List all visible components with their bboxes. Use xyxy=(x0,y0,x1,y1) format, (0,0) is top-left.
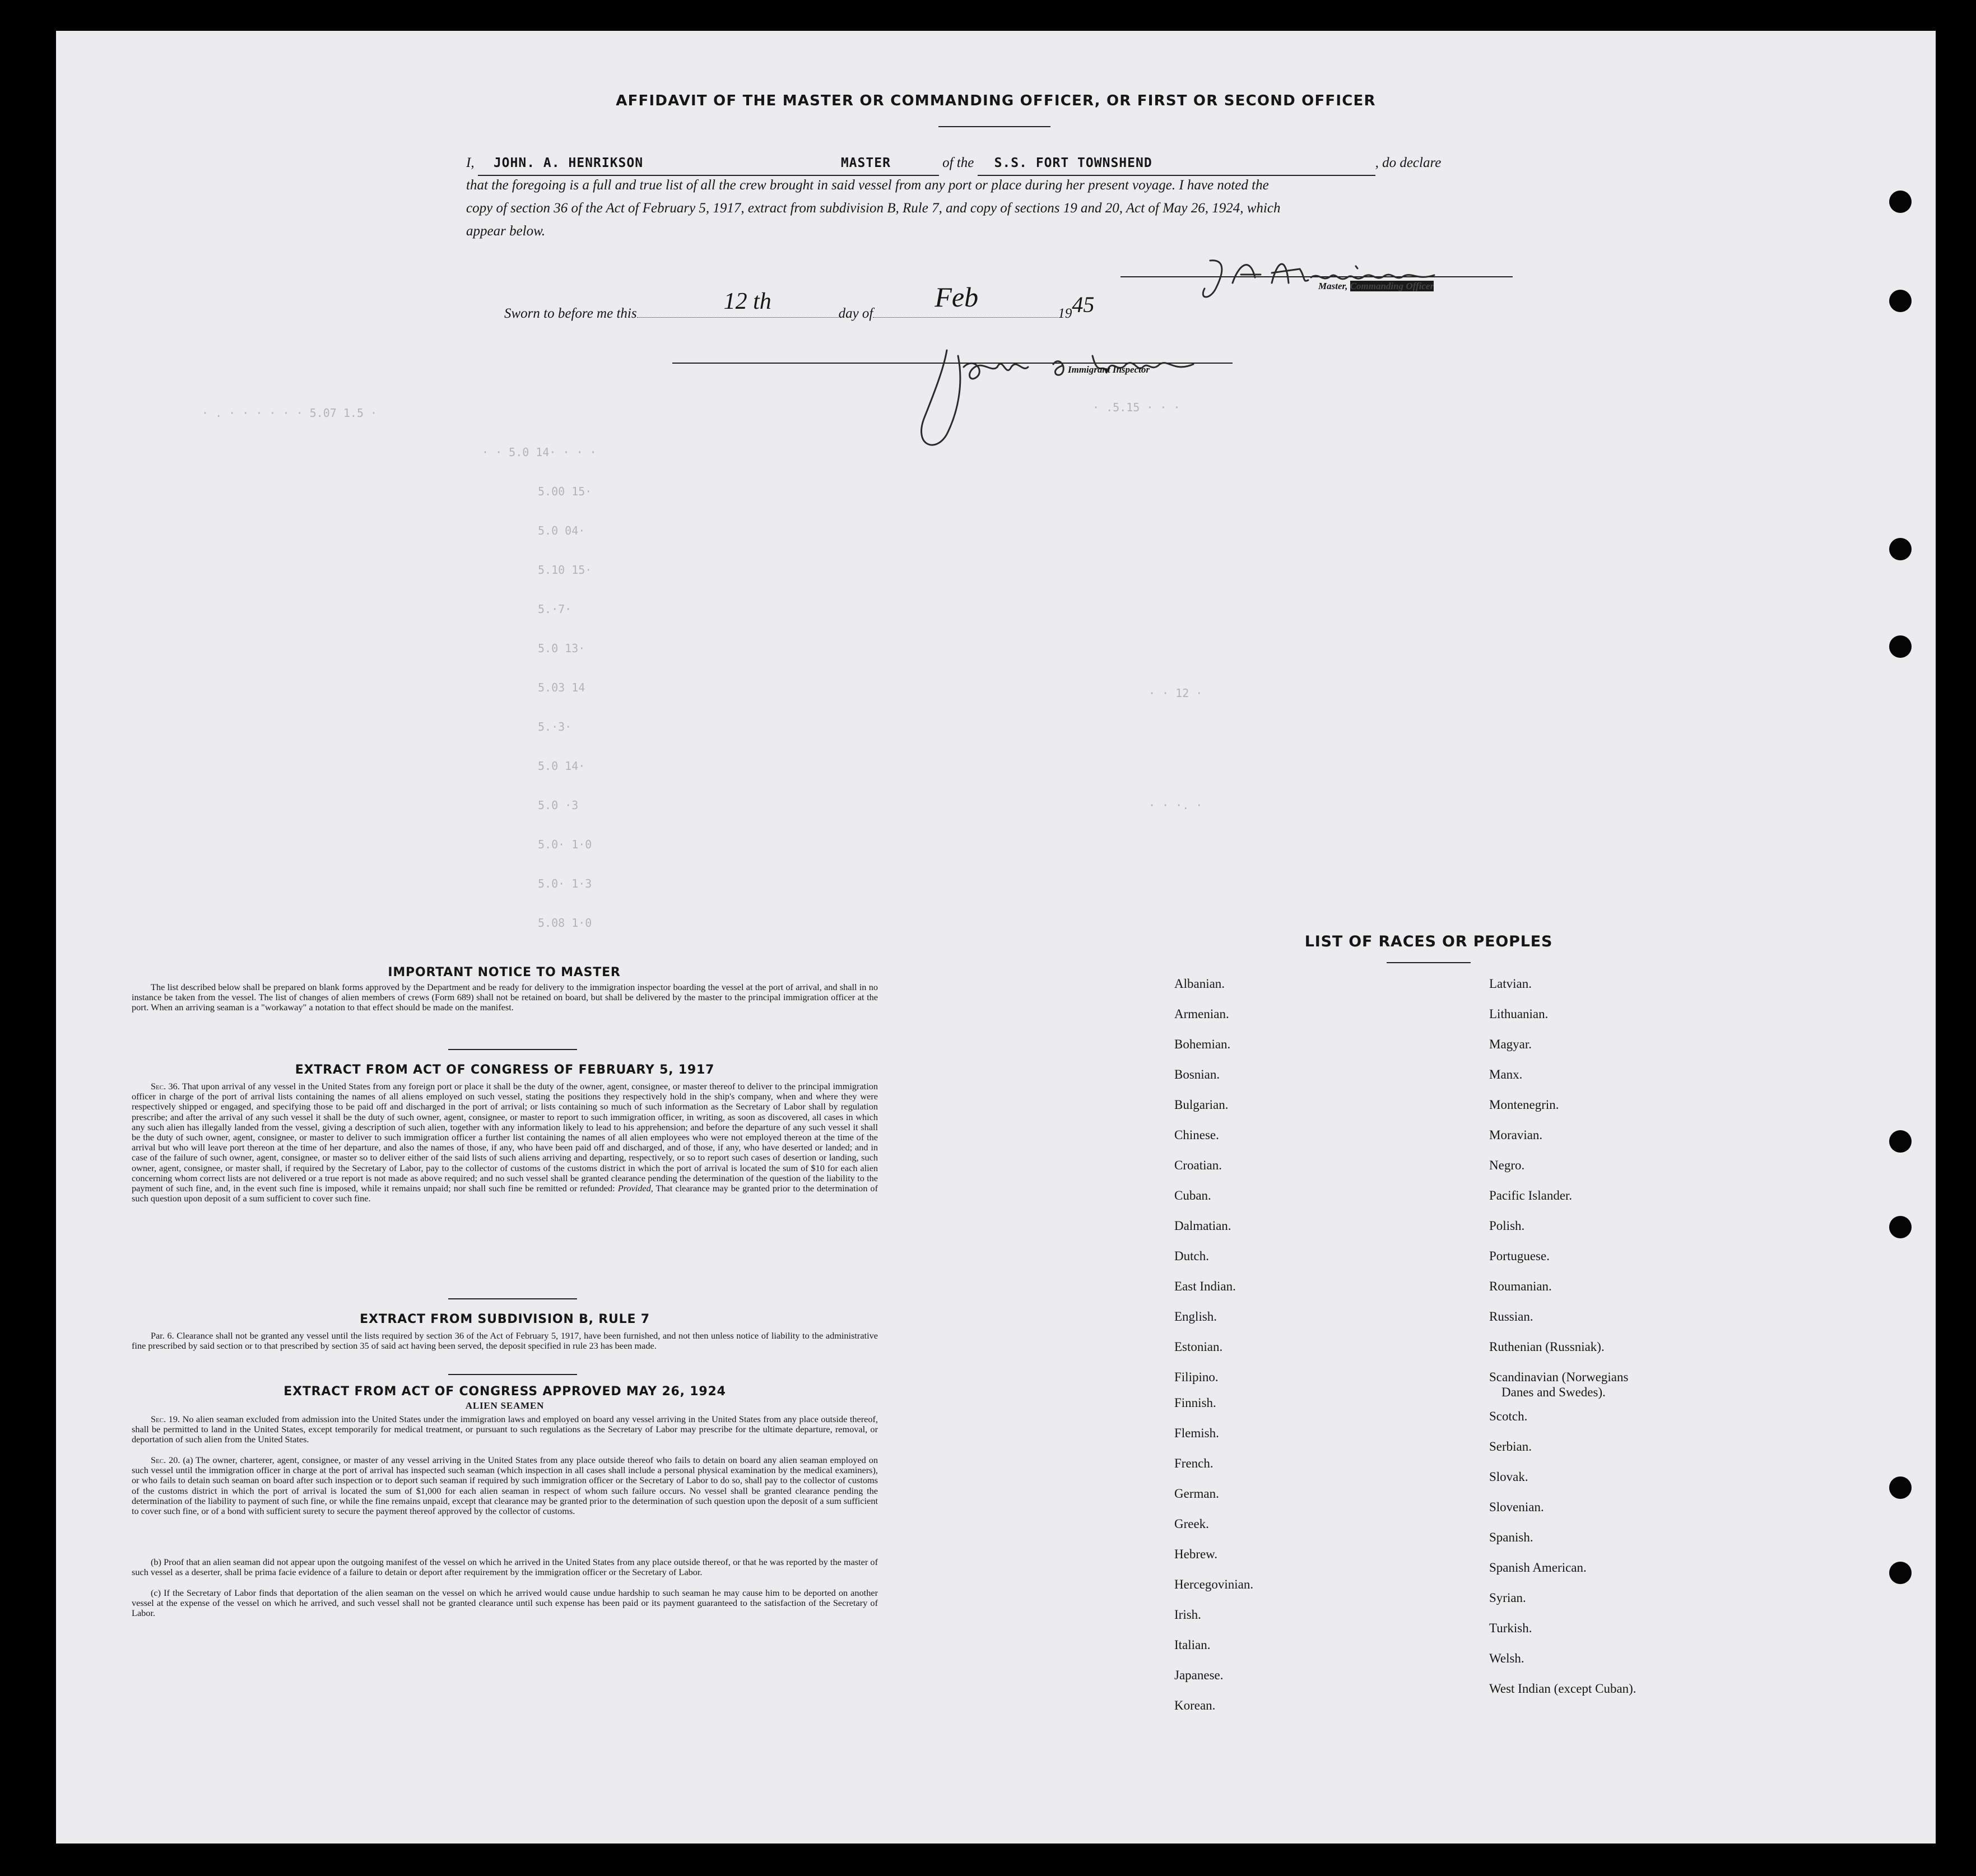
race-item: French. xyxy=(1174,1456,1214,1470)
master-signature xyxy=(1188,244,1501,305)
race-item: Spanish. xyxy=(1489,1530,1533,1544)
master-name-field: JOHN. A. HENRIKSON xyxy=(478,152,841,176)
extract-1917-title: EXTRACT FROM ACT OF CONGRESS OF FEBRUARY 5, 1917 xyxy=(295,1063,715,1077)
race-item: Italian. xyxy=(1174,1638,1211,1652)
heading-divider xyxy=(938,126,1050,127)
sec-20-label: Sec. 20. xyxy=(151,1455,180,1465)
race-item: East Indian. xyxy=(1174,1279,1236,1293)
race-item: Filipino. xyxy=(1174,1370,1219,1384)
race-item: Greek. xyxy=(1174,1517,1209,1531)
race-item: Russian. xyxy=(1489,1310,1533,1324)
form-heading: AFFIDAVIT OF THE MASTER OR COMMANDING OFFICER, OR FIRST OR SECOND OFFICER xyxy=(616,92,1376,109)
rule-7-divider xyxy=(448,1374,577,1375)
binder-hole xyxy=(1889,1476,1912,1499)
race-item: Polish. xyxy=(1489,1219,1525,1233)
race-item: Albanian. xyxy=(1174,977,1225,991)
race-item: Ruthenian (Russniak). xyxy=(1489,1340,1605,1354)
commanding-officer-struck: Commanding Officer xyxy=(1350,281,1434,291)
race-item: Slovenian. xyxy=(1489,1500,1544,1514)
binder-hole xyxy=(1889,191,1912,213)
extract-1917-divider xyxy=(448,1298,577,1299)
races-divider xyxy=(1387,962,1471,963)
binder-hole xyxy=(1889,538,1912,560)
proviso-label: Provided, xyxy=(617,1183,653,1194)
sworn-day-field xyxy=(637,289,839,318)
inspector-signature xyxy=(913,333,1249,462)
declaration-line-3: copy of section 36 of the Act of February 5, 1917, extract from subdivision B, Rule 7, and copy of sections 19 and 20, Act of May 26, 1924, which xyxy=(466,201,1281,216)
race-item: Irish. xyxy=(1174,1608,1201,1622)
sec-19-text: No alien seaman excluded from admission into the United States under the immigration laws and employed on board any vessel arriving in the United States from any place outside thereof, shall be permitted to land in the United States, except temporarily for medical treatment, or pursuant to such regulations as the Secretary of Labor may prescribe for the ultimate departure, removal, or deportation of such alien from the United States. xyxy=(132,1414,878,1445)
sec-20b-body: (b) Proof that an alien seaman did not appear upon the outgoing manifest of the vessel on which he arrived in the United States from any place outside thereof, or that he was reported by the master of such vessel as a deserter, shall be prima facie evidence of a failure to detain or deport after requirement by the immigration officer or the Secretary of Labor. xyxy=(132,1557,878,1578)
master-caption-text: Master, xyxy=(1318,281,1348,291)
notice-body: The list described below shall be prepared on blank forms approved by the Department and be ready for delivery to the immigration inspector boarding the vessel at the port of arrival, and shall in no instance be taken from the vessel. The list of changes of alien members of crews (Form 689) shall not be retained on board, but shall be delivered by the master to the principal immigration officer at the port. When an arriving seaman is a "workaway" a notation to that effect should be made on the manifest. xyxy=(132,982,878,1013)
sec-36-text: That upon arrival of any vessel in the United States from any foreign port or place it shall be the duty of the owner, agent, consignee, or master thereof to deliver to the principal immigration officer in charge of the port of arrival lists containing the names of all aliens employed on such vessel, stating the positions they respectively hold in the ship's company, when and where they were respectively shipped or engaged, and specifying those to be paid off and discharged in the port of arrival; or lists containing so much of such information as the Secretary of Labor shall by regulation prescribe; and after the arrival of any such vessel it shall be the duty of such owner, agent, consignee, or master to report to such immigration officer, in writing, as soon as discovered, all cases in which any such alien has illegally landed from the vessel, giving a description of such alien, together with any information likely to lead to his apprehension; and before the departure of any such vessel it shall be the duty of such owner, agent, consignee, or master to deliver to such immigration officer a further list containing the names of all alien employees who were not employed thereon at the time of the arrival but who will leave port thereon at the time of her departure, and also the names of those, if any, who have been paid off and discharged, and of those, if any, who have deserted or landed; and in case of the failure of such owner, agent, consignee, or master so to deliver either of the said lists of such aliens arriving and departing, respectively, or so to report such cases of desertion or landing, such owner, agent, consignee, or master shall, if required by the Secretary of Labor, pay to the collector of customs of the customs district in which the port of arrival is located the sum of $10 for each alien concerning whom correct lists are not delivered or a true report is not made as above required; and no such vessel shall be granted clearance pending the determination of the question of the liability to the payment of such fine, and, in the event such fine is imposed, while it remains unpaid; nor shall such fine be remitted or refunded: xyxy=(132,1081,878,1194)
alien-seamen-subtitle: ALIEN SEAMEN xyxy=(465,1400,545,1411)
race-item: Pacific Islander. xyxy=(1489,1188,1573,1202)
race-item: Chinese. xyxy=(1174,1128,1219,1142)
master-caption xyxy=(1318,281,1434,292)
race-item: Flemish. xyxy=(1174,1426,1219,1440)
rule-7-title: EXTRACT FROM SUBDIVISION B, RULE 7 xyxy=(360,1312,650,1326)
sworn-month-field xyxy=(873,281,1058,318)
race-item: West Indian (except Cuban). xyxy=(1489,1682,1636,1696)
sec-36-label: Sec. 36. xyxy=(151,1081,180,1092)
race-item: Dutch. xyxy=(1174,1249,1209,1263)
race-item: Magyar. xyxy=(1489,1037,1532,1051)
race-item: Bosnian. xyxy=(1174,1067,1220,1081)
race-item: Latvian. xyxy=(1489,977,1532,991)
sec-19-label: Sec. 19. xyxy=(151,1414,180,1424)
race-item: Croatian. xyxy=(1174,1158,1222,1172)
binder-hole xyxy=(1889,1216,1912,1238)
race-item: Finnish. xyxy=(1174,1396,1216,1410)
race-item: Cuban. xyxy=(1174,1188,1211,1202)
race-item: Montenegrin. xyxy=(1489,1098,1559,1112)
race-item: Serbian. xyxy=(1489,1439,1532,1454)
race-item: Dalmatian. xyxy=(1174,1219,1231,1233)
race-item-continuation: Danes and Swedes). xyxy=(1501,1385,1606,1399)
sec-19-body xyxy=(132,1414,878,1445)
race-item: Moravian. xyxy=(1489,1128,1543,1142)
declaration-line-4: appear below. xyxy=(466,224,546,239)
notice-title: IMPORTANT NOTICE TO MASTER xyxy=(388,965,621,979)
affidavit-form: · . · · · · · · 5.07 1.5 · · · 5.0 14· · · · 5.00 15· 5.0 04· 5.10 15· 5.·7· 5.0 13· 5.03 14 5.·3· 5.0 14· 5.0 ·3 5.0· 1·0 5.0· 1·3 5.08 1·0 · .5.15 · · · · · 12 · · · ·. · AFFIDAVIT OF THE MASTER OR COMMANDING OFFICER, OR FIRST OR SECOND OFFICER I, JOHN. A. HENRIKSON MASTER of the S.S. FORT TOWNSHEND , do declare that the foregoing is a full and true list of all the crew brought in said vessel from any port or place during her present voyage. I have noted the copy of section 36 of the Act of February 5, 1917, extract from subdivision B, Rule 7, and copy of sections 19 and 20, Act of May 26, 1924, which appear below. Master, Commanding Officer Sworn to before me this 12 th day of Feb 1945 Immigrant Inspector IMPORTANT NOTICE TO MASTER The list described below shall be prepared on blank forms approved by the Department and be ready for delivery to the immigration inspector boarding the vessel at the port of arrival, and shall in no instance be taken from the vessel. The list of changes of alien members of crews (Form 689) shall not be retained on board, but shall be delivered by the master to the principal immigration officer at the port. When an arriving seaman is a "workaway" a notation to that effect should be made on the manifest. EXTRACT FROM ACT OF CONGRESS OF FEBRUARY 5, 1917 Sec. 36. That upon arrival of any vessel in the United States from any foreign port or place it shall be the duty of the owner, agent, consignee, or master thereof to deliver to the principal immigration officer in charge of the port of arrival lists containing the names of all aliens employed on such vessel, stating the positions they respectively hold in the ship's company, when and where they were respectively shipped or engaged, and specifying those to be paid off and discharged in the port of arrival; or lists containing so much of such information as the Secretary of Labor shall by regulation prescribe; and after the arrival of any such vessel it shall be the duty of such owner, agent, consignee, or master to report to such immigration officer, in writing, as soon as discovered, all cases in which any such alien has illegally landed from the vessel, giving a description of such alien, together with any information likely to lead to his apprehension; and before the departure of any such vessel it shall be the duty of such owner, agent, consignee, or master to deliver to such immigration officer a further list containing the names of all alien employees who were not employed thereon at the time of the arrival but who will leave port thereon at the time of her departure, and also the names of those, if any, who have been paid off and discharged, and of those, if any, who have deserted or landed; and in case of the failure of such owner, agent, consignee, or master so to deliver either of the said lists of such aliens arriving and departing, respectively, or so to report such cases of desertion or landing, such owner, agent, consignee, or master shall, if required by the Secretary of Labor, pay to the collector of customs of the customs district in which the port of arrival is located the sum of $10 for each alien concerning whom correct lists are not delivered or a true report is not made as above required; and no such vessel shall be granted clearance pending the determination of the question of the liability to the payment of such fine, and, in the event such fine is imposed, while it remains unpaid; nor shall such fine be remitted or refunded: Provided, That clearance may be granted prior to the determination of such question upon deposit of a sum sufficient to cover such fine. EXTRACT FROM SUBDIVISION B, RULE 7 Par. 6. Clearance shall not be granted any vessel until the lists required by section 36 of the Act of February 5, 1917, have been furnished, and not then unless notice of liability to the administrative fine prescribed by said section or to that prescribed by section 35 of said act having been served, the deposit specified in rule 23 has been made. EXTRACT FROM ACT OF CONGRESS APPROVED MAY 26, 1924 ALIEN SEAMEN Sec. 19. No alien seaman excluded from admission into the United States under the immigration laws and employed on board any vessel arriving in the United States from any place outside thereof, shall be permitted to land in the United States, except temporarily for medical treatment, or pursuant to such regulations as the Secretary of Labor may prescribe for the ultimate departure, removal, or deportation of such alien from the United States. Sec. 20. (a) The owner, charterer, agent, consignee, or master of any vessel arriving in the United States from any place outside thereof who fails to detain on board any alien seaman employed on such vessel until the immigration officer in charge at the port of arrival has inspected such seaman (which inspection in all cases shall include a personal physical examination by the medical examiners), or who fails to detain such seaman on board after such inspection or to deport such seaman if required by such immigration officer or the Secretary of Labor to do so, shall pay to the collector of customs of the customs district in which the port of arrival is located the sum of $1,000 for each alien seaman in respect of whom such failure occurs. No vessel shall be granted clearance pending the determination of the liability to payment of such fine, or while the fine remains unpaid, except that clearance may be granted prior to the determination of such question upon the deposit of a sum sufficient to cover such fine, or of a bond with sufficient surety to secure the payment thereof approved by the collector of customs. (b) Proof that an alien seaman did not appear upon the outgoing manifest of the vessel on which he arrived in the United States from any place outside thereof, or that he was reported by the master of such vessel as a deserter, shall be prima facie evidence of a failure to detain or deport after requirement by the immigration officer or the Secretary of Labor. (c) If the Secretary of Labor finds that deportation of the alien seaman on the vessel on which he arrived would cause undue hardship to such seaman he may cause him to be deported on another vessel at the expense of the vessel on which he arrived, and such vessel shall not be granted clearance until such expense has been paid or its payment guaranteed to the satisfaction of the Secretary of Labor. LIST OF RACES OR PEOPLES Albanian. Armenian. Bohemian. Bosnian. Bulgarian. Chinese. Croatian. Cuban. Dalmatian. Dutch. East Indian. English. Estonian. Filipino. Finnish. Flemish. French. German. Greek. Hebrew. Hercegovinian. Irish. Italian. Japanese. Korean. Latvian. Lithuanian. Magyar. Manx. Montenegrin. Moravian. Negro. Pacific Islander. Polish. Portuguese. Roumanian. Russian. Ruthenian (Russniak). Scandinavian (Norwegians Danes and Swedes). Scotch. Serbian. Slovak. Slovenian. Spanish. Spanish American. Syrian. Turkish. Welsh. West Indian (except Cuban). xyxy=(56,31,1936,1844)
declaration-line-2: that the foregoing is a full and true list of all the crew brought in said vessel from any port or place during her present voyage. I have noted the xyxy=(466,178,1269,193)
race-item: Scandinavian (Norwegians xyxy=(1489,1370,1629,1384)
declaration-i: I, xyxy=(466,155,475,170)
race-item: Negro. xyxy=(1489,1158,1525,1172)
vessel-name-field: S.S. FORT TOWNSHEND xyxy=(978,152,1375,176)
race-item: Korean. xyxy=(1174,1698,1216,1712)
race-item: Spanish American. xyxy=(1489,1561,1587,1575)
race-item: Japanese. xyxy=(1174,1668,1224,1682)
race-item: Bohemian. xyxy=(1174,1037,1231,1051)
race-item: Syrian. xyxy=(1489,1591,1526,1605)
rank-field: MASTER xyxy=(841,152,939,176)
race-item: Hercegovinian. xyxy=(1174,1577,1254,1591)
sec-20c-body: (c) If the Secretary of Labor finds that deportation of the alien seaman on the vessel on which he arrived would cause undue hardship to such seaman he may cause him to be deported on another vessel at the expense of the vessel on which he arrived, and such vessel shall not be granted clearance until such expense has been paid or its payment guaranteed to the satisfaction of the Secretary of Labor. xyxy=(132,1587,878,1619)
binder-hole xyxy=(1889,1130,1912,1153)
extract-1924-title: EXTRACT FROM ACT OF CONGRESS APPROVED MAY 26, 1924 xyxy=(283,1385,726,1399)
race-item: Slovak. xyxy=(1489,1470,1528,1484)
proviso-text: That clearance may be granted prior to the determination of such question upon deposit of a sum sufficient to cover such fine. xyxy=(132,1183,878,1204)
race-item: Turkish. xyxy=(1489,1621,1532,1635)
sworn-label: Sworn to before me this xyxy=(504,306,637,321)
race-item: Portuguese. xyxy=(1489,1249,1550,1263)
race-item: German. xyxy=(1174,1487,1219,1501)
race-item: Lithuanian. xyxy=(1489,1007,1549,1021)
sec-20a-text: (a) The owner, charterer, agent, consignee, or master of any vessel arriving in the United States from any place outside thereof who fails to detain on board any alien seaman employed on such vessel until the immigration officer in charge at the port of arrival has inspected such seaman (which inspection in all cases shall include a personal physical examination by the medical examiners), or who fails to detain such seaman on board after such inspection or to deport such seaman if required by such immigration officer or the Secretary of Labor to do so, shall pay to the collector of customs of the customs district in which the port of arrival is located the sum of $1,000 for each alien seaman in respect of whom such failure occurs. No vessel shall be granted clearance pending the determination of the liability to payment of such fine, or while the fine remains unpaid, except that clearance may be granted prior to the determination of such question upon the deposit of a sum sufficient to cover such fine, or of a bond with sufficient surety to secure the payment thereof approved by the collector of customs. xyxy=(132,1455,878,1517)
of-the-label: of the xyxy=(942,155,974,170)
sworn-line xyxy=(504,281,1095,325)
race-item: Armenian. xyxy=(1174,1007,1229,1021)
notice-divider xyxy=(448,1049,577,1050)
race-item: Estonian. xyxy=(1174,1340,1223,1354)
race-item: Hebrew. xyxy=(1174,1547,1218,1561)
day-of-label: day of xyxy=(838,306,873,321)
extract-1917-body xyxy=(132,1081,878,1204)
sec-20a-body xyxy=(132,1455,878,1516)
race-item: Bulgarian. xyxy=(1174,1098,1229,1112)
do-declare-label: , do declare xyxy=(1375,155,1442,170)
race-item: Scotch. xyxy=(1489,1409,1528,1423)
races-title: LIST OF RACES OR PEOPLES xyxy=(1304,933,1553,950)
binder-hole xyxy=(1889,1562,1912,1584)
binder-hole xyxy=(1889,290,1912,312)
inspector-caption: Immigrant Inspector xyxy=(1068,364,1150,375)
binder-hole xyxy=(1889,635,1912,658)
rule-7-body: Par. 6. Clearance shall not be granted any vessel until the lists required by section 36 of the Act of February 5, 1917, have been furnished, and not then unless notice of liability to the administrative fine prescribed by said section or to that prescribed by section 35 of said act having been served, the deposit specified in rule 23 has been made. xyxy=(132,1330,878,1352)
race-item: Welsh. xyxy=(1489,1651,1524,1665)
year-prefix: 19 xyxy=(1058,306,1072,321)
race-item: Manx. xyxy=(1489,1067,1523,1081)
sworn-day-value: 12 th xyxy=(723,289,771,314)
sworn-year-value: 45 xyxy=(1072,292,1095,317)
race-item: English. xyxy=(1174,1310,1217,1324)
race-item: Roumanian. xyxy=(1489,1279,1552,1293)
sworn-month-value: Feb xyxy=(934,281,979,313)
declaration-line-1 xyxy=(466,151,1587,176)
